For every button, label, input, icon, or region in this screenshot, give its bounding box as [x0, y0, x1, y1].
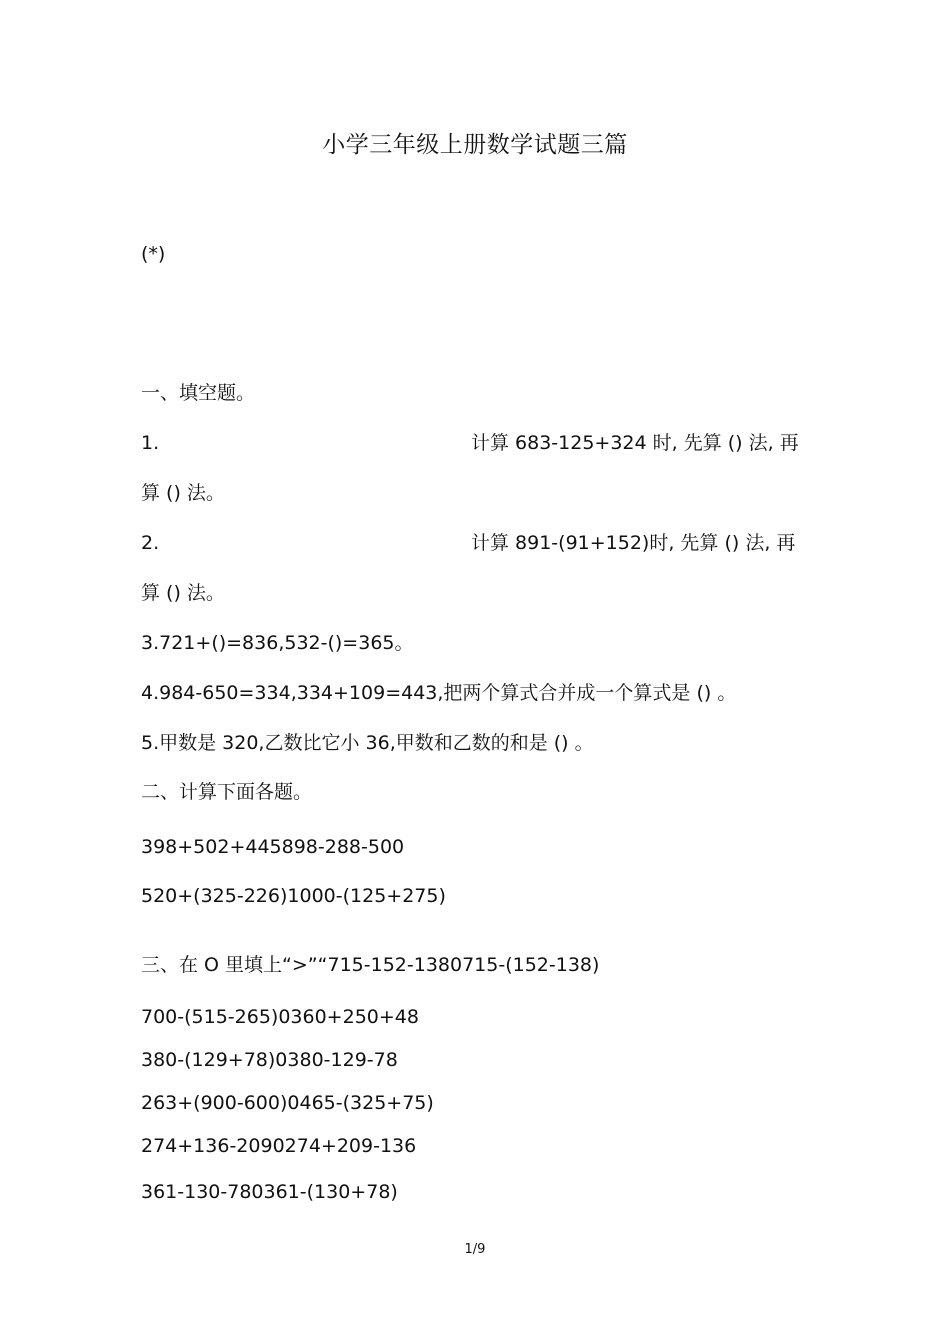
compare-row: 380-(129+78)0380-129-78	[141, 1049, 398, 1071]
question-1-text: 计算 683-125+324 时, 先算 () 法, 再	[471, 432, 799, 454]
section2-heading: 二、计算下面各题。	[141, 781, 313, 803]
question-4: 4.984-650=334,334+109=443,把两个算式合并成一个算式是 () 。	[141, 682, 737, 704]
question-2-number: 2.	[141, 532, 160, 554]
compare-row: 263+(900-600)0465-(325+75)	[141, 1092, 434, 1114]
calc-row-1: 398+502+445898-288-500	[141, 836, 405, 858]
section3-heading: 三、在 O 里填上“>”“715-152-1380715-(152-138)	[141, 954, 600, 976]
question-2-text: 计算 891-(91+152)时, 先算 () 法, 再	[471, 532, 796, 554]
calc-row-2: 520+(325-226)1000-(125+275)	[141, 885, 446, 907]
question-5: 5.甲数是 320,乙数比它小 36,甲数和乙数的和是 () 。	[141, 732, 594, 754]
question-1-number: 1.	[141, 432, 160, 454]
compare-row: 700-(515-265)0360+250+48	[141, 1006, 419, 1028]
section1-heading: 一、填空题。	[141, 382, 256, 404]
question-1-continued: 算 () 法。	[141, 482, 225, 504]
page-number: 1/9	[464, 1242, 486, 1257]
marker-text: (*)	[141, 243, 166, 265]
question-3: 3.721+()=836,532-()=365。	[141, 632, 414, 654]
document-title: 小学三年级上册数学试题三篇	[322, 132, 628, 158]
compare-row: 274+136-2090274+209-136	[141, 1135, 417, 1157]
question-2-continued: 算 () 法。	[141, 582, 225, 604]
compare-row: 361-130-780361-(130+78)	[141, 1181, 398, 1203]
